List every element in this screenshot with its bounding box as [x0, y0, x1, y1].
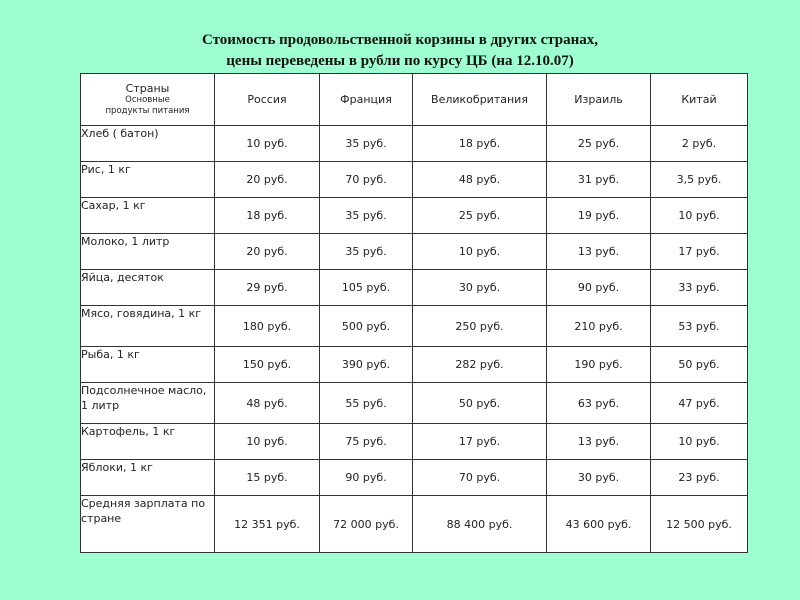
table-row — [81, 347, 748, 383]
table-row — [81, 383, 748, 424]
product-cell: Молоко, 1 литр — [81, 234, 215, 270]
price-cell: 25 руб. — [413, 198, 547, 234]
corner-countries-label: Страны — [125, 82, 170, 95]
price-cell: 48 руб. — [413, 162, 547, 198]
price-cell: 90 руб. — [547, 270, 651, 306]
price-cell: 10 руб. — [651, 198, 748, 234]
price-cell: 35 руб. — [320, 198, 413, 234]
price-cell: 30 руб. — [413, 270, 547, 306]
price-cell: 18 руб. — [215, 198, 320, 234]
price-cell: 33 руб. — [651, 270, 748, 306]
header-row — [81, 74, 748, 126]
corner-header — [81, 74, 215, 126]
price-cell: 31 руб. — [547, 162, 651, 198]
price-cell: 70 руб. — [320, 162, 413, 198]
corner-products-label-2: продукты питания — [105, 106, 190, 116]
salary-cell: 12 351 руб. — [215, 496, 320, 553]
price-cell: 53 руб. — [651, 306, 748, 347]
price-cell: 13 руб. — [547, 234, 651, 270]
price-cell: 15 руб. — [215, 460, 320, 496]
country-header: Россия — [215, 74, 320, 126]
country-header: Китай — [651, 74, 748, 126]
price-cell: 150 руб. — [215, 347, 320, 383]
price-cell: 35 руб. — [320, 126, 413, 162]
price-cell: 17 руб. — [413, 424, 547, 460]
price-cell: 35 руб. — [320, 234, 413, 270]
table-row — [81, 306, 748, 347]
price-cell: 18 руб. — [413, 126, 547, 162]
price-cell: 25 руб. — [547, 126, 651, 162]
title-line-2: цены переведены в рубли по курсу ЦБ (на 12.10.07) — [226, 53, 574, 69]
product-cell: Рис, 1 кг — [81, 162, 215, 198]
price-cell: 17 руб. — [651, 234, 748, 270]
product-cell: Средняя зарплата по стране — [81, 496, 215, 553]
product-cell: Подсолнечное масло, 1 литр — [81, 383, 215, 424]
table-row — [81, 270, 748, 306]
price-cell: 47 руб. — [651, 383, 748, 424]
price-cell: 10 руб. — [413, 234, 547, 270]
price-cell: 3,5 руб. — [651, 162, 748, 198]
table-row — [81, 424, 748, 460]
price-cell: 30 руб. — [547, 460, 651, 496]
product-cell: Рыба, 1 кг — [81, 347, 215, 383]
price-cell: 250 руб. — [413, 306, 547, 347]
product-cell: Яйца, десяток — [81, 270, 215, 306]
price-cell: 10 руб. — [651, 424, 748, 460]
table-row — [81, 162, 748, 198]
price-cell: 55 руб. — [320, 383, 413, 424]
price-cell: 390 руб. — [320, 347, 413, 383]
product-cell: Мясо, говядина, 1 кг — [81, 306, 215, 347]
price-cell: 23 руб. — [651, 460, 748, 496]
product-cell: Сахар, 1 кг — [81, 198, 215, 234]
price-cell: 210 руб. — [547, 306, 651, 347]
table-row — [81, 496, 748, 553]
price-cell: 29 руб. — [215, 270, 320, 306]
price-cell: 500 руб. — [320, 306, 413, 347]
table-row — [81, 126, 748, 162]
price-cell: 13 руб. — [547, 424, 651, 460]
table-row — [81, 460, 748, 496]
page-title — [0, 30, 800, 72]
price-cell: 180 руб. — [215, 306, 320, 347]
price-cell: 10 руб. — [215, 424, 320, 460]
corner-products-label-1: Основные — [125, 95, 170, 105]
price-cell: 19 руб. — [547, 198, 651, 234]
price-cell: 10 руб. — [215, 126, 320, 162]
price-cell: 105 руб. — [320, 270, 413, 306]
price-table — [80, 73, 748, 553]
salary-cell: 88 400 руб. — [413, 496, 547, 553]
price-cell: 63 руб. — [547, 383, 651, 424]
price-cell: 20 руб. — [215, 162, 320, 198]
price-cell: 50 руб. — [413, 383, 547, 424]
table-row — [81, 234, 748, 270]
price-cell: 75 руб. — [320, 424, 413, 460]
price-cell: 190 руб. — [547, 347, 651, 383]
product-cell: Яблоки, 1 кг — [81, 460, 215, 496]
product-cell: Хлеб ( батон) — [81, 126, 215, 162]
country-header: Великобритания — [413, 74, 547, 126]
price-cell: 48 руб. — [215, 383, 320, 424]
table-row — [81, 198, 748, 234]
country-header: Франция — [320, 74, 413, 126]
price-cell: 20 руб. — [215, 234, 320, 270]
price-cell: 90 руб. — [320, 460, 413, 496]
price-cell: 2 руб. — [651, 126, 748, 162]
salary-cell: 72 000 руб. — [320, 496, 413, 553]
price-cell: 282 руб. — [413, 347, 547, 383]
product-cell: Картофель, 1 кг — [81, 424, 215, 460]
price-cell: 70 руб. — [413, 460, 547, 496]
salary-cell: 12 500 руб. — [651, 496, 748, 553]
title-line-1: Стоимость продовольственной корзины в других странах, — [201, 32, 599, 48]
country-header: Израиль — [547, 74, 651, 126]
salary-cell: 43 600 руб. — [547, 496, 651, 553]
price-cell: 50 руб. — [651, 347, 748, 383]
